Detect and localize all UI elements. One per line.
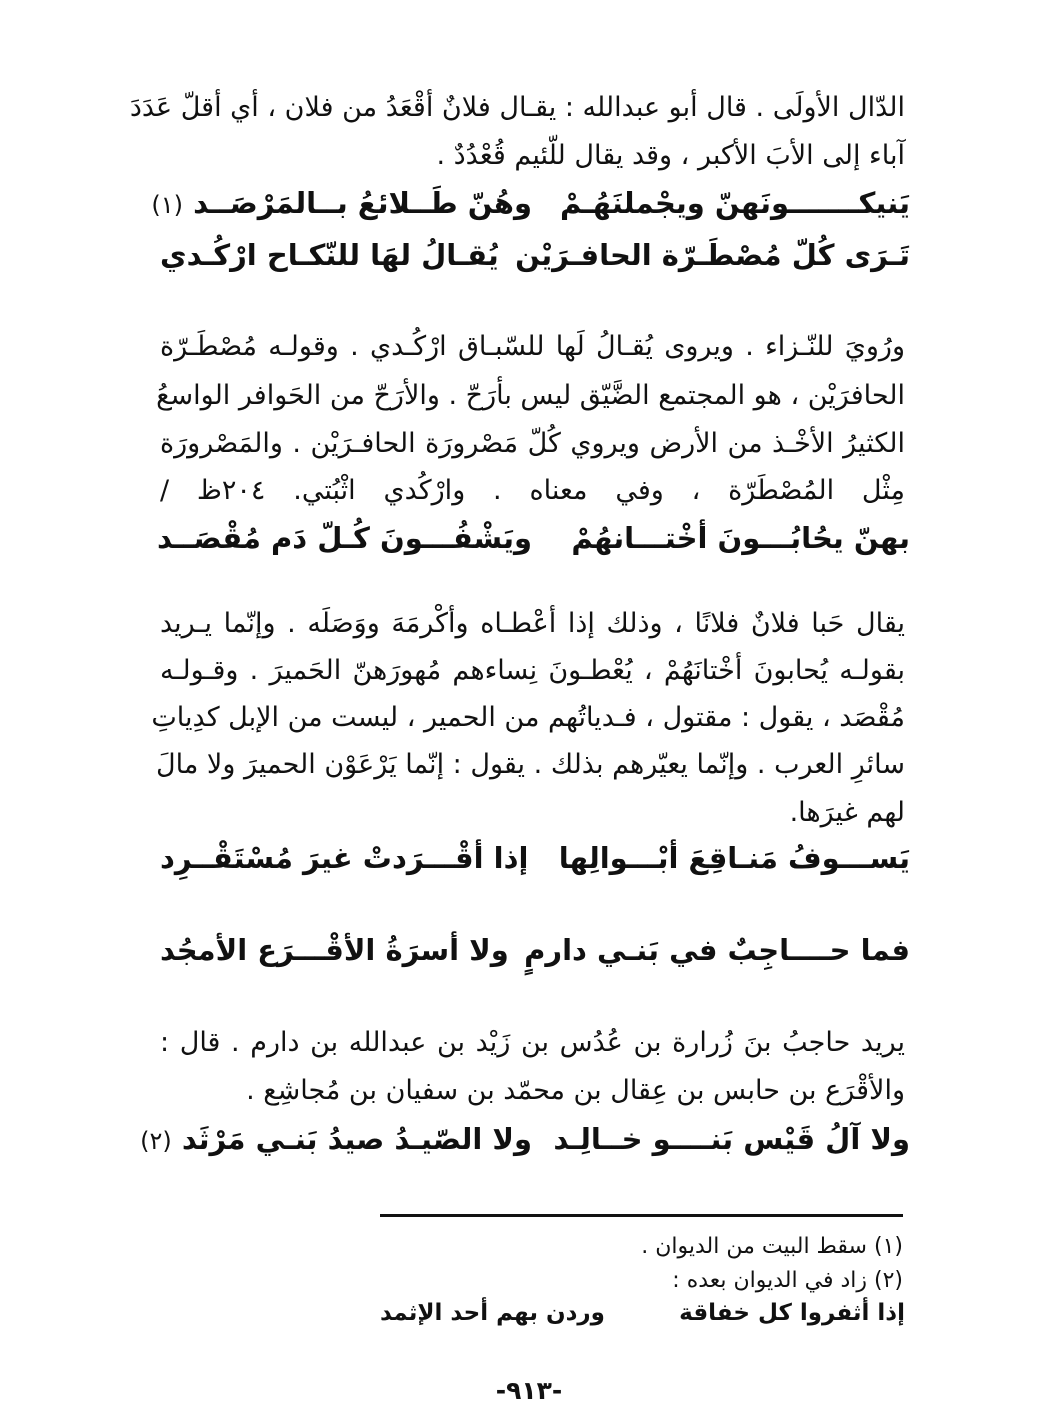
footnote-verse-second: وردن بهم أحد الإثمد [380, 1300, 605, 1326]
verse-first-hemistich: يَنيكـــــــونَهنّ ويجْملنَهُـمْ [560, 186, 910, 220]
verse-first-hemistich: بهنّ يحُابُـــونَ أخْتـــانهُمْ [571, 521, 910, 555]
footnote-2: (٢) زاد في الديوان بعده : [672, 1268, 903, 1293]
footnote-1: (١) سقط البيت من الديوان . [641, 1234, 903, 1259]
poem-verse [160, 928, 910, 972]
footnote-marker: (٢) [140, 1127, 172, 1155]
paragraph-line: لهم غيرَها. [789, 797, 905, 828]
footnote-marker: (١) [151, 191, 184, 219]
paragraph-line: بقولـه يُحابونَ أخْتانَهُمْ ، يُعْطـونَ نِساءهم مُهورَهنّ الحَميرَ . وقـولـه [160, 655, 905, 686]
verse-second-text: ولا الصّيـدُ صيدُ بَنـي مَرْثَد [181, 1122, 532, 1156]
poem-verse [151, 181, 910, 225]
paragraph-line: آباء إلى الأبَ الأكبر ، وقد يقال للّئيم قُعْدُدٌ . [436, 140, 905, 171]
verse-first-hemistich: تَـرَى كُلّ مُصْطَـرّة الحافـرَيْن [515, 238, 910, 272]
verse-first-hemistich: ولا آلُ قَيْس بَنــــو خــالِـد [553, 1122, 910, 1156]
verse-second-text: وهُنّ طَــلائعُ بــالمَرْصَــد [193, 186, 532, 220]
verse-first-hemistich: فما حــــاجِبٌ في بَنـي دارمٍ [524, 933, 910, 967]
paragraph-line: مِثْل المُصْطَرّة ، وفي معناه . وارْكُدي اثْبُتي. ٢٠٤ظ / [160, 475, 905, 506]
page-number: -٩١٣- [495, 1376, 563, 1405]
paragraph-line: الدّال الأولَى . قال أبو عبدالله : يقـال فلانٌ أقْعَدُ من فلان ، أي أقلّ عَدَدَ [129, 92, 905, 123]
footnote-divider [380, 1214, 903, 1217]
paragraph-line: ورُويَ للنّـزاء . ويروى يُقـالُ لَها للسّبـاق ارْكُـدي . وقولـه مُصْطَـرّة [160, 331, 905, 362]
paragraph-line: الكثيرُ الأخْـذ من الأرض ويروي كُلّ مَصْرورَة الحافـرَيْن . والمَصْرورَة [160, 428, 905, 459]
paragraph-line: والأقْرَع بن حابس بن عِقال بن محمّد بن سفيان بن مُجاشِع . [246, 1075, 905, 1106]
paragraph-line: سائرِ العرب . وإنّما يعيّرهم بذلك . يقول : إنّما يَرْعَوْن الحميرَ ولا مالَ [156, 749, 905, 780]
paragraph-line: يريد حاجبُ بنَ زُرارة بن عُدُس بن زَيْد بن عبدالله بن دارم . قال : [160, 1027, 905, 1058]
poem-verse [160, 233, 910, 277]
verse-second-hemistich: ولا أسرَةُ الأقْـــرَع الأمجُد [160, 933, 509, 967]
verse-first-hemistich: يَســـوفُ مَنـاقِعَ أبْـــوالِها [558, 841, 910, 875]
verse-second-hemistich [140, 1117, 532, 1163]
poem-verse [140, 1117, 910, 1161]
poem-verse [160, 836, 910, 880]
footnote-verse-first: إذا أثفروا كل خفاقة [679, 1300, 905, 1326]
verse-second-hemistich: يُقـالُ لهَا للنّكـاح ارْكُـدي [160, 238, 499, 272]
poem-verse [156, 516, 910, 560]
paragraph-line: يقال حَبا فلانٌ فلانًا ، وذلك إذا أعْطـاه وأكْرمَهَ ووَصَلَه . وإنّما يـريد [160, 608, 905, 639]
verse-second-hemistich [151, 181, 532, 227]
verse-second-hemistich: ويَشْفُـــونَ كُـلّ دَم مُقْصَــد [156, 521, 532, 555]
footnote-verse [380, 1297, 905, 1329]
paragraph-line: مُقْصَد ، يقول : مقتول ، فـدياتُهم من الحمير ، ليست من الإبل كدِياتِ [151, 702, 905, 733]
verse-second-hemistich: إذا أقْـــرَدتْ غيرَ مُسْتَقْــرِد [160, 841, 529, 875]
paragraph-line: الحافرَيْن ، هو المجتمع الضَّيّق ليس بأرَحّ . والأرَحّ من الحَوافر الواسعُ [156, 380, 905, 411]
